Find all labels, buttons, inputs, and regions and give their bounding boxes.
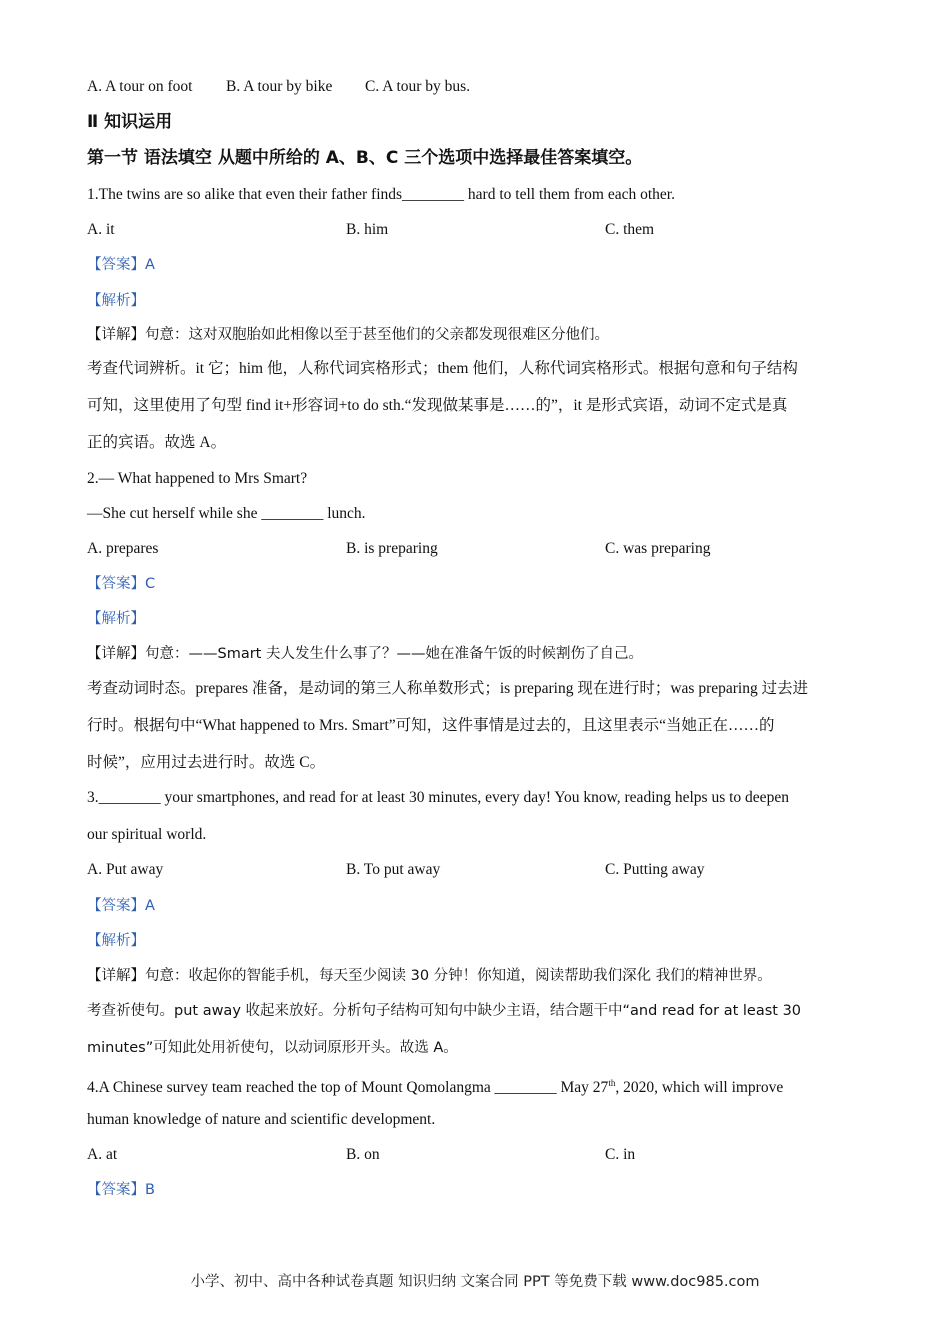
q1-option-c: C. them <box>605 221 655 238</box>
q2-explanation-1: 考查动词时态。prepares 准备，是动词的第三人称单数形式；is preparing 现在进行时；was preparing 过去进 <box>87 680 809 697</box>
q3-analysis-label: 【解析】 <box>87 933 145 949</box>
q1-explanation-2: 可知，这里使用了句型 find it+形容词+to do sth.“发现做某事是……的”，it 是形式宾语，动词不定式是真 <box>87 397 788 414</box>
q4-option-b: B. on <box>346 1146 380 1163</box>
q1-option-a: A. it <box>87 221 115 238</box>
q3-option-c: C. Putting away <box>605 861 705 878</box>
q3-explanation-2: minutes”可知此处用祈使句，以动词原形开头。故选 A。 <box>87 1040 458 1056</box>
q1-detail: 【详解】句意：这对双胞胎如此相像以至于甚至他们的父亲都发现很难区分他们。 <box>87 327 609 343</box>
q2-explanation-2: 行时。根据句中“What happened to Mrs. Smart”可知，这件事情是过去的，且这里表示“当她正在……的 <box>87 717 775 734</box>
q1-answer: 【答案】A <box>87 257 155 273</box>
q3-answer: 【答案】A <box>87 898 155 914</box>
q3-option-a: A. Put away <box>87 861 164 878</box>
q1-explanation-1: 考查代词辨析。it 它；him 他，人称代词宾格形式；them 他们，人称代词宾格形式。根据句意和句子结构 <box>87 360 798 377</box>
top-option-c: C. A tour by bus. <box>365 78 471 95</box>
q2-option-b: B. is preparing <box>346 540 438 557</box>
q4-option-c: C. in <box>605 1146 636 1163</box>
q3-stem-1: 3.________ your smartphones, and read for at least 30 minutes, every day! You know, reading helps us to deepen <box>87 789 789 806</box>
q2-detail: 【详解】句意：——Smart 夫人发生什么事了？——她在准备午饭的时候割伤了自己。 <box>87 646 643 662</box>
q2-stem-2: —She cut herself while she ________ lunch. <box>87 505 366 522</box>
q2-option-a: A. prepares <box>87 540 159 557</box>
q2-stem-1: 2.— What happened to Mrs Smart? <box>87 470 308 487</box>
section-heading: Ⅱ 知识运用 <box>87 112 173 132</box>
q1-option-b: B. him <box>346 221 389 238</box>
q4-answer: 【答案】B <box>87 1182 155 1198</box>
top-option-b: B. A tour by bike <box>226 78 333 95</box>
q4-stem-1 <box>87 1073 783 1098</box>
q3-detail: 【详解】句意：收起你的智能手机，每天至少阅读 30 分钟！你知道，阅读帮助我们深化 我们的精神世界。 <box>87 968 772 984</box>
page-footer: 小学、初中、高中各种试卷真题 知识归纳 文案合同 PPT 等免费下载 www.doc985.com <box>190 1274 760 1290</box>
q2-option-c: C. was preparing <box>605 540 711 557</box>
top-option-a: A. A tour on foot <box>87 78 193 95</box>
q3-stem-2: our spiritual world. <box>87 826 207 843</box>
q2-explanation-3: 时候”，应用过去进行时。故选 C。 <box>87 754 326 771</box>
q2-analysis-label: 【解析】 <box>87 611 145 627</box>
q3-option-b: B. To put away <box>346 861 441 878</box>
section-instruction: 第一节 语法填空 从题中所给的 A、B、C 三个选项中选择最佳答案填空。 <box>87 148 643 168</box>
q4-stem-1-text: 4.A Chinese survey team reached the top of Mount Qomolangma ________ May 27 <box>87 1079 609 1097</box>
q1-stem: 1.The twins are so alike that even their father finds________ hard to tell them from each other. <box>87 186 675 203</box>
q3-explanation-1: 考查祈使句。put away 收起来放好。分析句子结构可知句中缺少主语，结合题干中“and read for at least 30 <box>87 1003 802 1019</box>
q1-explanation-3: 正的宾语。故选 A。 <box>87 434 227 451</box>
q1-analysis-label: 【解析】 <box>87 293 145 309</box>
q4-stem-2: human knowledge of nature and scientific development. <box>87 1111 436 1128</box>
q4-option-a: A. at <box>87 1146 118 1163</box>
q2-answer: 【答案】C <box>87 576 156 592</box>
q4-stem-1-tail: , 2020, which will improve <box>615 1079 784 1097</box>
q4-stem-1-sup: th <box>608 1078 616 1088</box>
